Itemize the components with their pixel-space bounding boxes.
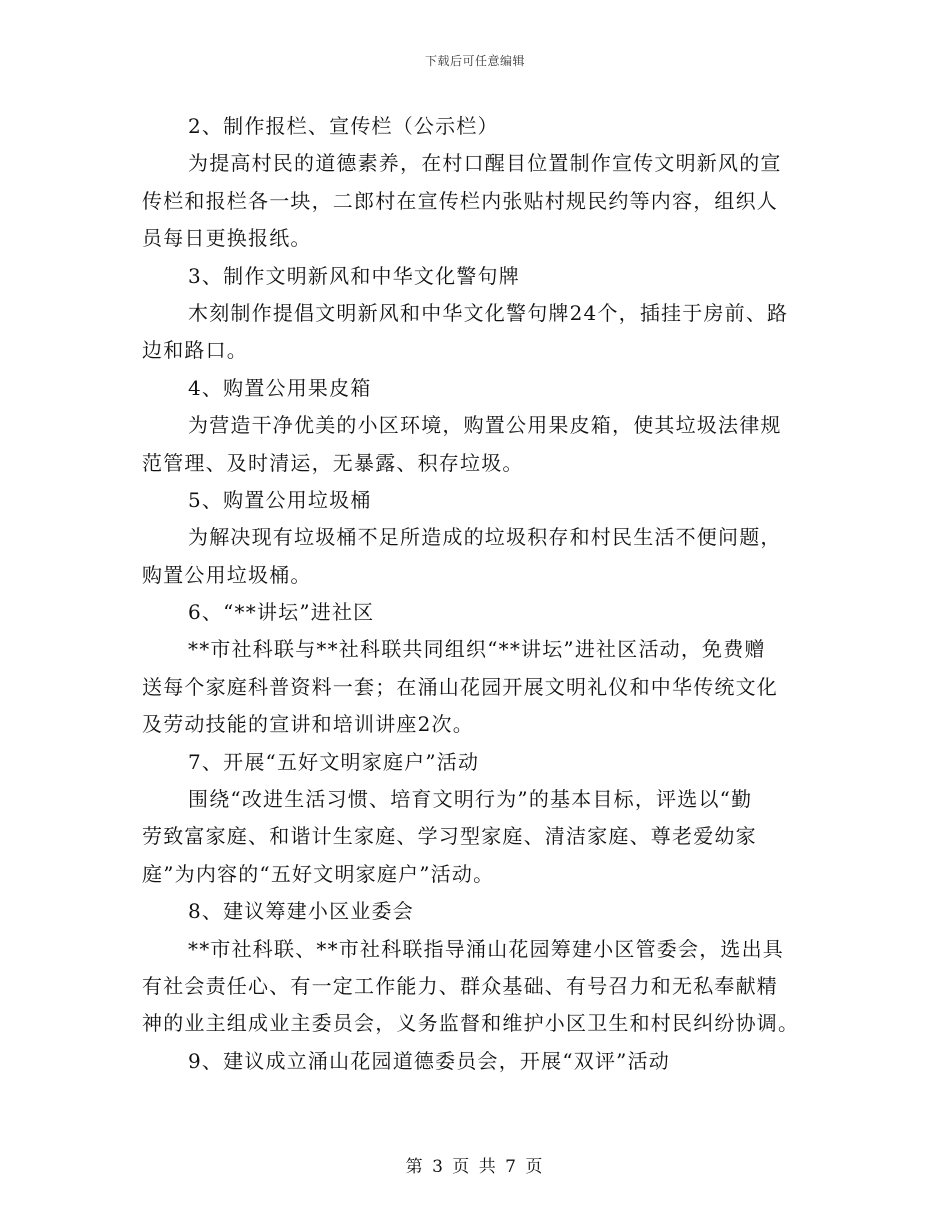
text-line: 木刻制作提倡文明新风和中华文化警句牌24个，插挂于房前、路 bbox=[188, 300, 789, 325]
text-line: 3、制作文明新风和中华文化警句牌 bbox=[188, 263, 520, 288]
text-line: 围绕“改进生活习惯、培育文明行为”的基本目标，评选以“勤 bbox=[188, 787, 753, 812]
text-line: 有社会责任心、有一定工作能力、群众基础、有号召力和无私奉献精 bbox=[142, 973, 778, 998]
text-line: 庭”为内容的“五好文明家庭户”活动。 bbox=[142, 861, 495, 886]
text-line: 为营造干净优美的小区环境，购置公用果皮箱，使其垃圾法律规 bbox=[188, 413, 782, 438]
text-line: 5、购置公用垃圾桶 bbox=[188, 487, 372, 512]
text-line: 2、制作报栏、宣传栏（公示栏） bbox=[188, 114, 499, 138]
text-line: 传栏和报栏各一块，二郎村在宣传栏内张贴村规民约等内容，组织人 bbox=[142, 188, 778, 213]
text-line: 边和路口。 bbox=[142, 338, 248, 363]
text-line: 购置公用垃圾桶。 bbox=[142, 562, 312, 587]
text-line: 8、建议筹建小区业委会 bbox=[188, 899, 414, 924]
text-line: 神的业主组成业主委员会，义务监督和维护小区卫生和村民纠纷协调。 bbox=[142, 1011, 800, 1036]
document-body bbox=[142, 108, 814, 1080]
text-line: **市社科联与**社科联共同组织“**讲坛”进社区活动，免费赠 bbox=[188, 637, 766, 662]
text-line: 员每日更换报纸。 bbox=[142, 226, 312, 251]
text-line: 为解决现有垃圾桶不足所造成的垃圾积存和村民生活不便问题， bbox=[188, 525, 782, 550]
text-line: 为提高村民的道德素养，在村口醒目位置制作宣传文明新风的宣 bbox=[188, 151, 782, 176]
text-line: 6、“**讲坛”进社区 bbox=[188, 600, 375, 625]
text-line: 劳致富家庭、和谐计生家庭、学习型家庭、清洁家庭、尊老爱幼家 bbox=[142, 824, 757, 849]
page-header: 下载后可任意编辑 bbox=[424, 54, 525, 68]
text-line: 4、购置公用果皮箱 bbox=[188, 375, 372, 400]
page-footer: 第 3 页 共 7 页 bbox=[405, 1157, 545, 1177]
text-line: 范管理、及时清运，无暴露、积存垃圾。 bbox=[142, 450, 524, 475]
text-line: 7、开展“五好文明家庭户”活动 bbox=[188, 749, 480, 774]
text-line: 9、建议成立涌山花园道德委员会，开展“双评”活动 bbox=[188, 1048, 670, 1073]
text-line: 送每个家庭科普资料一套；在涌山花园开展文明礼仪和中华传统文化 bbox=[142, 674, 778, 699]
text-line: 及劳动技能的宣讲和培训讲座2次。 bbox=[142, 712, 474, 737]
text-line: **市社科联、**市社科联指导涌山花园筹建小区管委会，选出具 bbox=[188, 936, 784, 961]
